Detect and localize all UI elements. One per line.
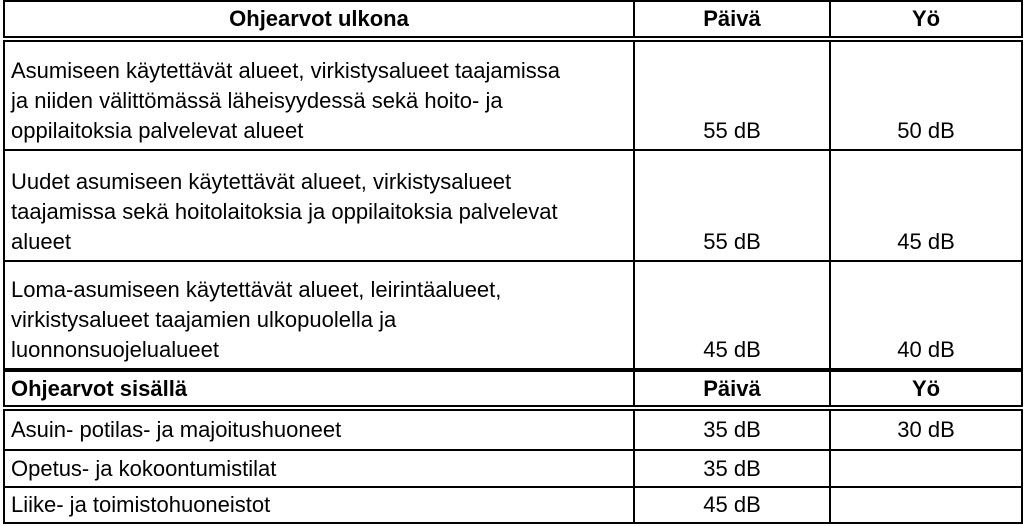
row-description-line: oppilaitoksia palvelevat alueet xyxy=(11,118,304,144)
row-description: Opetus- ja kokoontumistilat xyxy=(4,450,634,486)
row-description-line: Uudet asumiseen käytettävät alueet, virkistysalueet xyxy=(11,168,512,194)
night-value xyxy=(830,487,1022,523)
day-value: 35 dB xyxy=(634,450,830,486)
row-description xyxy=(4,150,634,261)
night-value xyxy=(830,450,1022,486)
table-row xyxy=(4,450,1022,486)
row-description-line: alueet xyxy=(11,228,71,254)
indoor-header-row xyxy=(4,370,1022,408)
row-description-line: luonnonsuojelualueet xyxy=(11,336,219,362)
table-row xyxy=(4,487,1022,523)
night-value: 45 dB xyxy=(830,150,1022,261)
day-value: 55 dB xyxy=(634,39,830,150)
row-description-line: Asumiseen käytettävät alueet, virkistysalueet taajamissa xyxy=(11,58,561,84)
noise-guideline-table xyxy=(3,0,1023,524)
table-row xyxy=(4,150,1022,261)
day-value: 45 dB xyxy=(634,261,830,370)
indoor-header-day: Päivä xyxy=(634,370,830,408)
night-value: 40 dB xyxy=(830,261,1022,370)
outdoor-header-night: Yö xyxy=(830,1,1022,39)
row-description xyxy=(4,39,634,150)
table-row xyxy=(4,408,1022,450)
outdoor-header-day: Päivä xyxy=(634,1,830,39)
table-row xyxy=(4,39,1022,150)
night-value: 50 dB xyxy=(830,39,1022,150)
row-description: Asuin- potilas- ja majoitushuoneet xyxy=(4,408,634,450)
outdoor-header-title: Ohjearvot ulkona xyxy=(4,1,634,39)
row-description-line: virkistysalueet taajamien ulkopuolella ja xyxy=(11,306,397,332)
row-description: Liike- ja toimistohuoneistot xyxy=(4,487,634,523)
table-row xyxy=(4,261,1022,370)
row-description xyxy=(4,261,634,370)
day-value: 35 dB xyxy=(634,408,830,450)
indoor-header-night: Yö xyxy=(830,370,1022,408)
day-value: 45 dB xyxy=(634,487,830,523)
row-description-line: ja niiden välittömässä läheisyydessä sekä hoito- ja xyxy=(11,88,503,114)
row-description-line: taajamissa sekä hoitolaitoksia ja oppilaitoksia palvelevat xyxy=(11,198,558,224)
day-value: 55 dB xyxy=(634,150,830,261)
row-description-line: Loma-asumiseen käytettävät alueet, leirintäalueet, xyxy=(11,276,502,302)
outdoor-header-row xyxy=(4,1,1022,39)
night-value: 30 dB xyxy=(830,408,1022,450)
indoor-header-title: Ohjearvot sisällä xyxy=(4,370,634,408)
